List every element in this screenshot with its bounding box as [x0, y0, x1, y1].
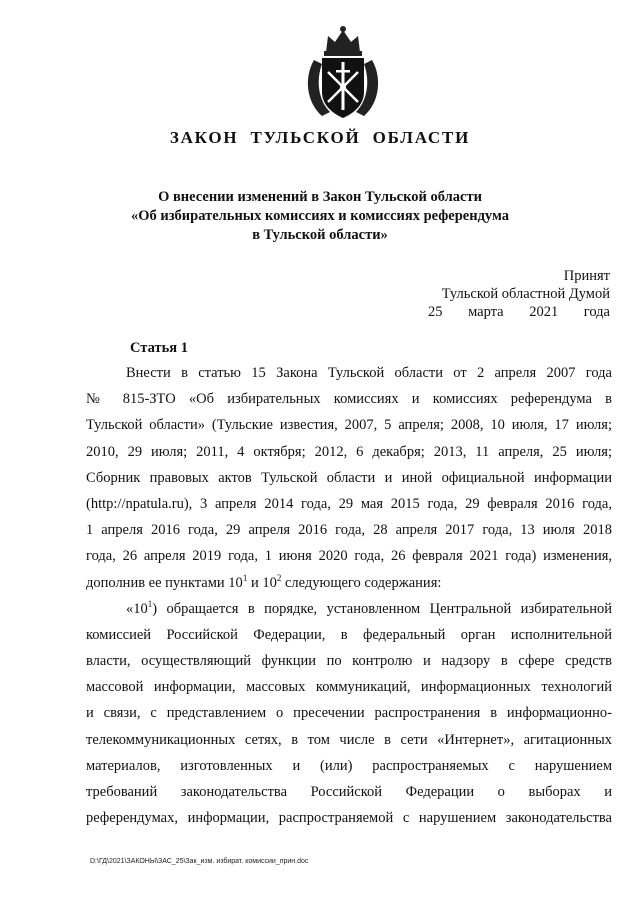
adopted-by: Тульской областной Думой: [441, 286, 610, 302]
superscript: 2: [276, 572, 282, 583]
text-line: 2010, 29 июля; 2011, 4 октября; 2012, 6 декабря; 2013, 11 апреля, 25 июля;: [86, 443, 612, 460]
adopted-label: Принят: [563, 268, 610, 284]
adoption-day: 25: [428, 304, 443, 320]
text-line: (http://npatula.ru), 3 апреля 2014 года, 29 мая 2015 года, 29 февраля 2016 года,: [86, 495, 612, 512]
superscript: 1: [147, 598, 153, 609]
text-line: 1 апреля 2016 года, 29 апреля 2016 года, 28 апреля 2017 года, 13 июля 2018: [86, 522, 612, 539]
text-fragment: и 10: [247, 574, 277, 591]
text-line: референдумах, информации, распространяемой с нарушением законодательства: [86, 810, 612, 827]
article-heading: Статья 1: [130, 340, 188, 356]
adoption-year-word: года: [583, 304, 610, 320]
article-body: [86, 360, 612, 831]
text-line: Внести в статью 15 Закона Тульской области от 2 апреля 2007 года: [126, 365, 612, 381]
text-line: телекоммуникационных сетях, в том числе в сети «Интернет», агитационных: [86, 731, 612, 748]
adoption-month: марта: [468, 304, 504, 320]
text-fragment: дополнив ее пунктами 10: [86, 574, 243, 591]
text-line: Тульской области» (Тульские известия, 2007, 5 апреля; 2008, 10 июля, 17 июля;: [86, 417, 612, 434]
subtitle-line: в Тульской области»: [252, 227, 388, 243]
text-line: и связи, с представлением о пресечении распространения в информационно-: [86, 705, 612, 722]
text-line: года, 26 апреля 2019 года, 1 июня 2020 года, 26 февраля 2021 года) изменения,: [86, 548, 612, 565]
superscript: 1: [242, 572, 248, 583]
text-fragment: следующего содержания:: [281, 574, 442, 591]
adoption-block: [420, 267, 610, 321]
text-line: власти, осуществляющий функции по контролю и надзору в сфере средств: [86, 653, 612, 670]
adoption-date: [420, 303, 610, 321]
subtitle-line: «Об избирательных комиссиях и комиссиях референдума: [130, 208, 510, 224]
file-path-footer: D:\ГД\2021\ЗАКОНЫ\ЗАС_25\Зак_изм. избират. комиссии_прин.doc: [90, 858, 309, 865]
text-line: материалов, изготовленных и (или) распространяемых с нарушением: [86, 757, 612, 774]
law-subtitle: [80, 188, 560, 245]
text-fragment: «10: [126, 600, 148, 617]
text-fragment: ) обращается в порядке, установленном Центральной избирательной: [152, 600, 612, 617]
adoption-year: 2021: [529, 304, 559, 320]
law-title: ЗАКОН ТУЛЬСКОЙ ОБЛАСТИ: [169, 128, 471, 147]
text-line: Сборник правовых актов Тульской области и иной официальной информации: [86, 469, 612, 486]
text-line: [86, 570, 612, 596]
tula-coat-of-arms-icon: [300, 22, 386, 122]
text-line: комиссией Российской Федерации, в федеральный орган исполнительной: [86, 626, 612, 643]
text-line: массовой информации, массовых коммуникаций, информационных технологий: [86, 679, 612, 696]
subtitle-line: О внесении изменений в Закон Тульской области: [158, 189, 482, 205]
text-line: № 815-ЗТО «Об избирательных комиссиях и комиссиях референдума в: [86, 391, 612, 408]
text-line: требований законодательства Российской Федерации о выборах и: [86, 784, 612, 800]
text-line: [86, 596, 612, 622]
